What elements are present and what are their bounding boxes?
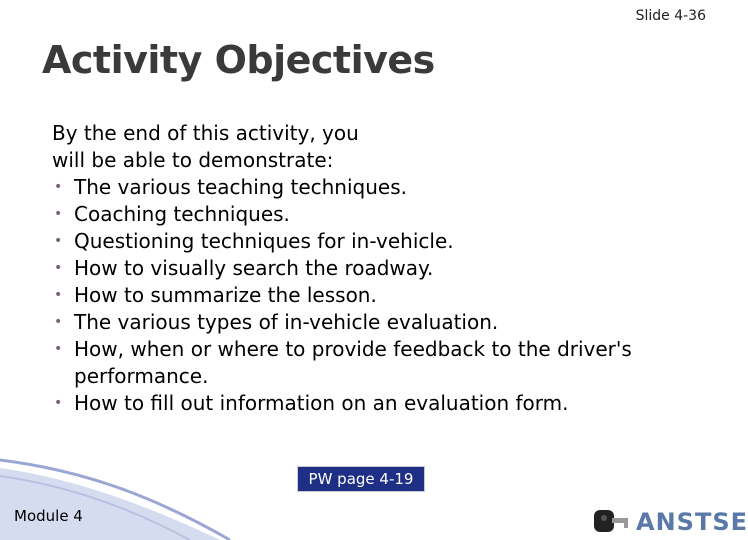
list-item (52, 255, 672, 282)
logo-text: ANSTSE (636, 508, 748, 536)
list-item-text: How, when or where to provide feedback to the driver's performance. (74, 337, 632, 388)
list-item-text: The various teaching techniques. (74, 175, 407, 199)
list-item (52, 336, 672, 390)
pw-page-box: PW page 4-19 (297, 466, 425, 492)
list-item (52, 201, 672, 228)
list-item-text: How to visually search the roadway. (74, 256, 434, 280)
list-item-text: How to summarize the lesson. (74, 283, 377, 307)
list-item (52, 228, 672, 255)
bullet-icon: • (54, 233, 63, 249)
list-item (52, 174, 672, 201)
list-item (52, 282, 672, 309)
bullet-icon: • (54, 395, 63, 411)
bullet-icon: • (54, 341, 63, 357)
list-item (52, 390, 672, 417)
bullet-icon: • (54, 206, 63, 222)
intro-line-1: By the end of this activity, you (52, 121, 359, 145)
bullet-icon: • (54, 287, 63, 303)
slide-title: Activity Objectives (42, 38, 435, 82)
anstse-logo (590, 500, 748, 540)
bullet-icon: • (54, 314, 63, 330)
objectives-list (52, 174, 672, 417)
list-item-text: How to fill out information on an evaluation form. (74, 391, 569, 415)
list-item-text: Questioning techniques for in-vehicle. (74, 229, 454, 253)
intro-line-2: will be able to demonstrate: (52, 148, 334, 172)
list-item-text: The various types of in-vehicle evaluation. (74, 310, 499, 334)
module-label: Module 4 (14, 507, 83, 525)
list-item-text: Coaching techniques. (74, 202, 290, 226)
objectives-body (52, 120, 672, 417)
slide-number: Slide 4-36 (635, 8, 706, 24)
car-key-icon (590, 500, 636, 540)
bullet-icon: • (54, 260, 63, 276)
list-item (52, 309, 672, 336)
bullet-icon: • (54, 179, 63, 195)
